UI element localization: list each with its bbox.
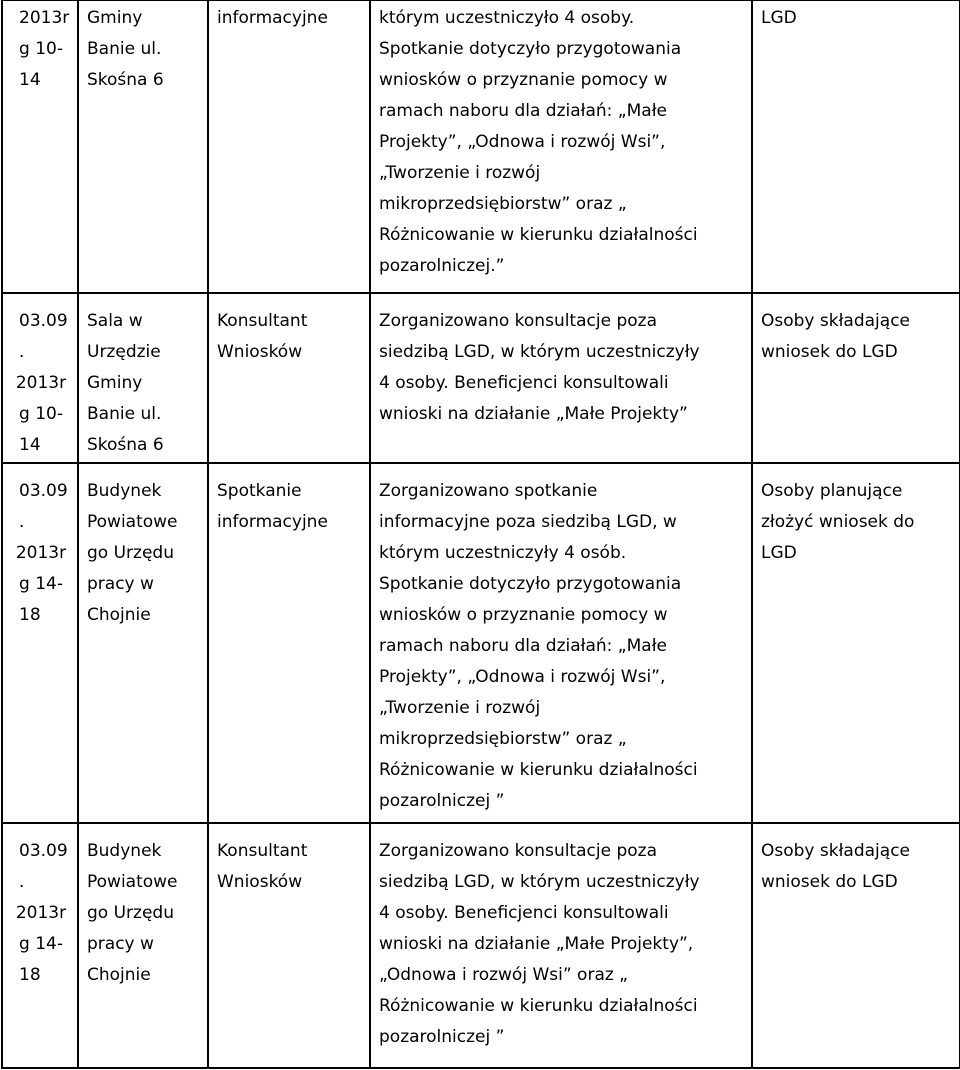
description-line: Spotkanie dotyczyło przygotowania (379, 39, 682, 59)
type-cell (208, 463, 370, 823)
target-cell (752, 0, 960, 293)
description-line: Różnicowanie w kierunku działalności (379, 225, 698, 245)
type-line: Spotkanie (217, 481, 302, 501)
description-line: pozarolniczej ” (379, 1027, 505, 1047)
type-line: Wniosków (217, 872, 303, 892)
target-cell (752, 463, 960, 823)
description-line: „Tworzenie i rozwój (379, 698, 541, 718)
target-line: wniosek do LGD (761, 342, 898, 362)
description-line: Projekty”, „Odnowa i rozwój Wsi”, (379, 667, 666, 687)
target-line: Osoby składające (761, 311, 910, 331)
target-line: wniosek do LGD (761, 872, 898, 892)
type-line: informacyjne (217, 512, 328, 532)
date-line: 2013r (15, 543, 67, 563)
type-cell (208, 293, 370, 463)
place-line: Powiatowe (87, 512, 178, 532)
place-line: Powiatowe (87, 872, 178, 892)
date-line: 14 (19, 70, 41, 90)
place-line: Banie ul. (87, 39, 162, 59)
type-line: Konsultant (217, 841, 308, 861)
date-line: g 10- (19, 404, 63, 424)
place-line: Budynek (87, 481, 162, 501)
date-cell (2, 293, 78, 463)
target-cell (752, 293, 960, 463)
date-line: g 14- (19, 934, 63, 954)
date-cell (2, 0, 78, 293)
description-line: Projekty”, „Odnowa i rozwój Wsi”, (379, 132, 666, 152)
date-line: 14 (19, 435, 41, 455)
place-line: Skośna 6 (87, 435, 164, 455)
date-line: 03.09. (19, 481, 68, 532)
date-line: g 14- (19, 574, 63, 594)
place-line: Urzędzie (87, 342, 161, 362)
description-line: mikroprzedsiębiorstw” oraz „ (379, 194, 627, 214)
description-line: 4 osoby. Beneficjenci konsultowali (379, 903, 669, 923)
description-line: Zorganizowano konsultacje poza (379, 841, 657, 861)
place-line: Budynek (87, 841, 162, 861)
place-cell (78, 823, 208, 1068)
date-line: 2013r (19, 8, 70, 28)
description-cell (370, 463, 752, 823)
place-line: go Urzędu (87, 543, 174, 563)
description-line: którym uczestniczyło 4 osoby. (379, 8, 635, 28)
type-cell (208, 0, 370, 293)
description-line: Różnicowanie w kierunku działalności (379, 760, 698, 780)
target-line: LGD (761, 8, 797, 28)
description-line: „Tworzenie i rozwój (379, 163, 541, 183)
description-line: siedzibą LGD, w którym uczestniczyły (379, 342, 700, 362)
place-line: Sala w (87, 311, 143, 331)
target-line: Osoby planujące (761, 481, 903, 501)
place-line: Skośna 6 (87, 70, 164, 90)
type-line: Wniosków (217, 342, 303, 362)
description-line: Różnicowanie w kierunku działalności (379, 996, 698, 1016)
type-line: informacyjne (217, 8, 328, 28)
table-row (2, 0, 960, 293)
date-cell (2, 463, 78, 823)
place-line: Chojnie (87, 965, 151, 985)
table-row (2, 463, 960, 823)
date-line: g 10- (19, 39, 63, 59)
date-line: 03.09. (19, 311, 68, 362)
description-line: Spotkanie dotyczyło przygotowania (379, 574, 682, 594)
target-line: LGD (761, 543, 797, 563)
date-line: 2013r (15, 373, 67, 393)
description-line: pozarolniczej.” (379, 256, 505, 276)
place-line: Banie ul. (87, 404, 162, 424)
date-line: 18 (19, 605, 41, 625)
target-line: Osoby składające (761, 841, 910, 861)
description-line: ramach naboru dla działań: „Małe (379, 101, 667, 121)
type-line: Konsultant (217, 311, 308, 331)
place-cell (78, 0, 208, 293)
description-line: Zorganizowano konsultacje poza (379, 311, 657, 331)
target-line: złożyć wniosek do (761, 512, 915, 532)
description-line: mikroprzedsiębiorstw” oraz „ (379, 729, 627, 749)
description-line: 4 osoby. Beneficjenci konsultowali (379, 373, 669, 393)
description-line: „Odnowa i rozwój Wsi” oraz „ (379, 965, 628, 985)
schedule-table (1, 0, 960, 1069)
description-line: wnioski na działanie „Małe Projekty” (379, 404, 688, 424)
place-cell (78, 463, 208, 823)
type-cell (208, 823, 370, 1068)
place-line: pracy w (87, 574, 154, 594)
description-cell (370, 293, 752, 463)
target-cell (752, 823, 960, 1068)
table-row (2, 293, 960, 463)
description-line: którym uczestniczyły 4 osób. (379, 543, 627, 563)
place-cell (78, 293, 208, 463)
description-cell (370, 0, 752, 293)
description-line: informacyjne poza siedzibą LGD, w (379, 512, 677, 532)
place-line: go Urzędu (87, 903, 174, 923)
table-row (2, 823, 960, 1068)
date-line: 03.09. (19, 841, 68, 892)
description-line: wnioski na działanie „Małe Projekty”, (379, 934, 694, 954)
description-line: ramach naboru dla działań: „Małe (379, 636, 667, 656)
date-cell (2, 823, 78, 1068)
description-line: pozarolniczej ” (379, 791, 505, 811)
place-line: Chojnie (87, 605, 151, 625)
description-line: wniosków o przyznanie pomocy w (379, 70, 668, 90)
date-line: 2013r (15, 903, 67, 923)
description-line: siedzibą LGD, w którym uczestniczyły (379, 872, 700, 892)
place-line: Gminy (87, 373, 143, 393)
place-line: pracy w (87, 934, 154, 954)
place-line: Gminy (87, 8, 143, 28)
description-line: wniosków o przyznanie pomocy w (379, 605, 668, 625)
date-line: 18 (19, 965, 41, 985)
description-cell (370, 823, 752, 1068)
description-line: Zorganizowano spotkanie (379, 481, 598, 501)
